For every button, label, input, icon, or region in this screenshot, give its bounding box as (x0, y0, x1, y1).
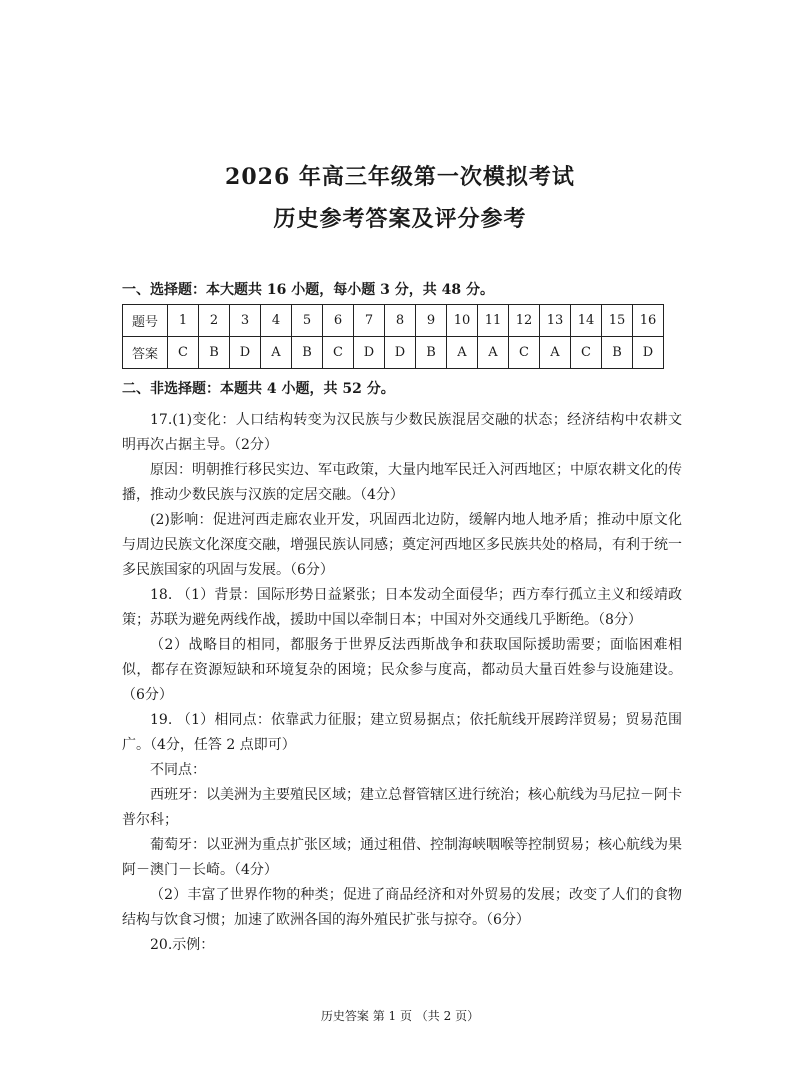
q17-reason: 原因：明朝推行移民实边、军屯政策，大量内地军民迁入河西地区；中原农耕文化的传播，推动少数民族与汉族的定居交融。（4分） (122, 462, 682, 503)
answer-cell: D (354, 337, 385, 369)
answer-cell: C (323, 337, 354, 369)
answer-cell: A (447, 337, 478, 369)
q17-part2: (2)影响：促进河西走廊农业开发，巩固西北边防，缓解内地人地矛盾；推动中原文化与周边民族文化深度交融，增强民族认同感；奠定河西地区多民族共处的格局，有利于统一多民族国家的巩固与发展。（6分） (122, 512, 682, 578)
answer-cell: D (633, 337, 664, 369)
q19-part2: （2）丰富了世界作物的种类；促进了商品经济和对外贸易的发展；改变了人们的食物结构与饮食习惯；加速了欧洲各国的海外殖民扩张与掠夺。（6分） (122, 887, 682, 928)
question-number-cell: 6 (323, 305, 354, 337)
question-number-cell: 14 (571, 305, 602, 337)
section-1-heading: 一、选择题：本大题共 16 小题，每小题 3 分，共 48 分。 (122, 282, 494, 298)
q17-part1: 17.(1)变化：人口结构转变为汉民族与少数民族混居交融的状态；经济结构中农耕文明再次占据主导。（2分） (122, 412, 682, 453)
exam-subtitle: 历史参考答案及评分参考 (273, 206, 527, 232)
answer-cell: A (261, 337, 292, 369)
answer-cell: B (416, 337, 447, 369)
question-number-cell: 2 (199, 305, 230, 337)
q19-part1: 19. （1）相同点：依靠武力征服；建立贸易据点；依托航线开展跨洋贸易；贸易范围广。（4分，任答 2 点即可） (122, 712, 682, 753)
question-number-cell: 12 (509, 305, 540, 337)
row-label-number: 题号 (123, 305, 168, 337)
q19-portugal: 葡萄牙：以亚洲为重点扩张区域；通过租借、控制海峡咽喉等控制贸易；核心航线为果阿－澳门－长崎。（4分） (122, 837, 682, 878)
answer-table (122, 304, 664, 369)
question-number-cell: 4 (261, 305, 292, 337)
question-number-cell: 11 (478, 305, 509, 337)
question-number-cell: 7 (354, 305, 385, 337)
answer-cell: B (199, 337, 230, 369)
question-number-cell: 10 (447, 305, 478, 337)
page-footer: 历史答案 第 1 页 （共 2 页） (320, 1009, 480, 1023)
answer-cell: C (168, 337, 199, 369)
question-number-cell: 9 (416, 305, 447, 337)
question-number-cell: 16 (633, 305, 664, 337)
question-number-row (123, 305, 664, 337)
section-2-heading: 二、非选择题：本题共 4 小题，共 52 分。 (122, 381, 395, 397)
answer-cell: A (540, 337, 571, 369)
answer-cell: A (478, 337, 509, 369)
q18-part1: 18. （1）背景：国际形势日益紧张；日本发动全面侵华；西方奉行孤立主义和绥靖政策；苏联为避免两线作战，援助中国以牵制日本；中国对外交通线几乎断绝。（8分） (122, 587, 682, 628)
question-number-cell: 3 (230, 305, 261, 337)
answer-row (123, 337, 664, 369)
row-label-answer: 答案 (123, 337, 168, 369)
q19-differences-label: 不同点： (150, 762, 206, 778)
q20-example: 20.示例： (150, 937, 215, 953)
answer-cell: C (509, 337, 540, 369)
question-number-cell: 1 (168, 305, 199, 337)
question-number-cell: 8 (385, 305, 416, 337)
question-number-cell: 13 (540, 305, 571, 337)
answer-cell: B (602, 337, 633, 369)
q19-spain: 西班牙：以美洲为主要殖民区域；建立总督管辖区进行统治；核心航线为马尼拉－阿卡普尔科； (122, 787, 682, 828)
question-number-cell: 15 (602, 305, 633, 337)
answer-cell: D (385, 337, 416, 369)
answer-cell: D (230, 337, 261, 369)
answer-cell: B (292, 337, 323, 369)
q18-part2: （2）战略目的相同，都服务于世界反法西斯战争和获取国际援助需要；面临困难相似，都存在资源短缺和环境复杂的困境；民众参与度高，都动员大量百姓参与设施建设。（6分） (122, 637, 682, 703)
answer-cell: C (571, 337, 602, 369)
exam-title: 2026 年高三年级第一次模拟考试 (225, 164, 575, 190)
question-number-cell: 5 (292, 305, 323, 337)
